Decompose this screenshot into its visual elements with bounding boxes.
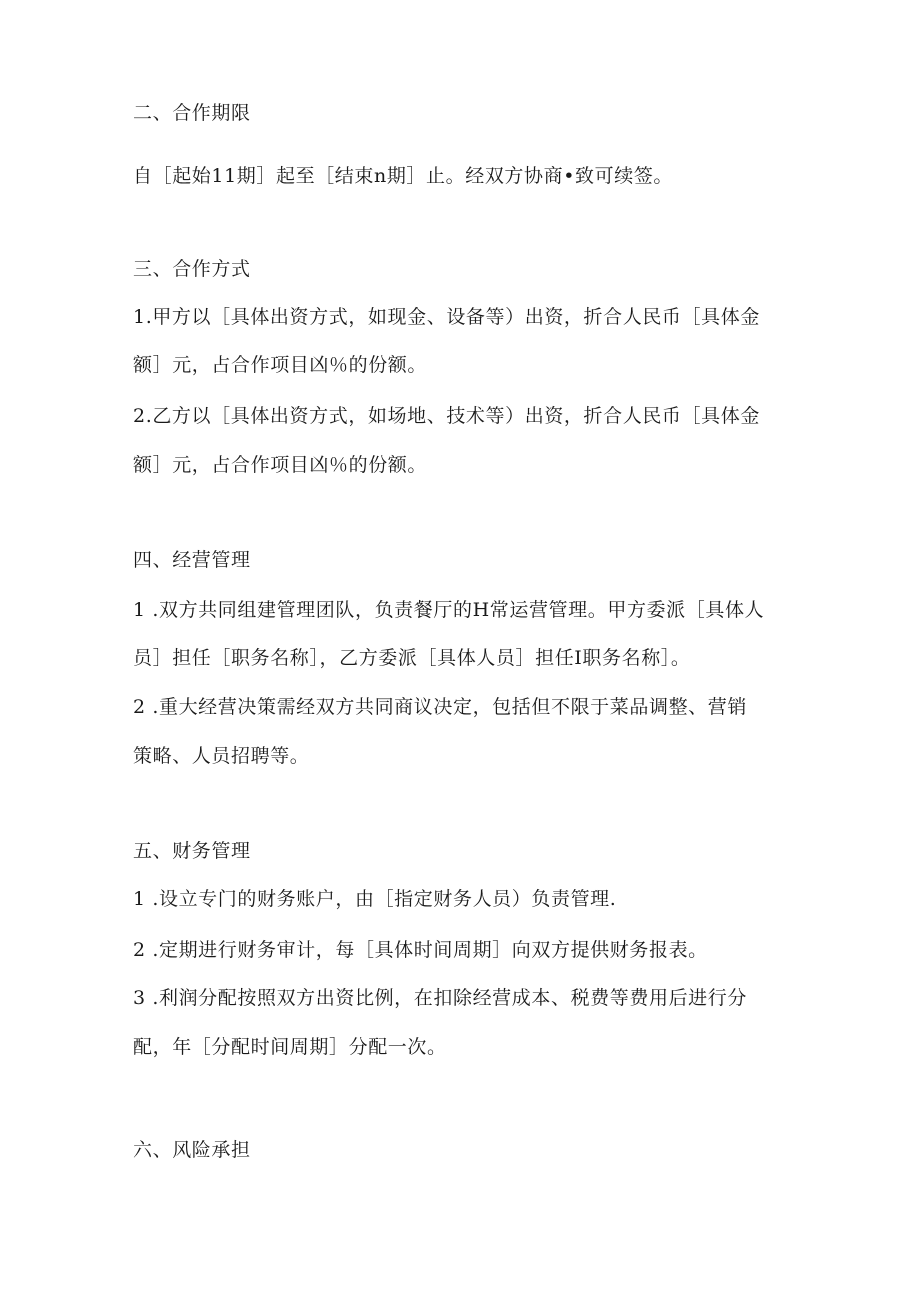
section-heading-operations-management: 四、经营管理	[133, 549, 251, 571]
paragraph-party-b-investment-line2: 额］元，占合作项目凶％的份额。	[133, 454, 428, 476]
paragraph-profit-distribution-line2: 配，年［分配时间周期］分配一次。	[133, 1036, 447, 1058]
section-heading-financial-management: 五、财务管理	[133, 840, 251, 862]
paragraph-major-decisions-line2: 策略、人员招聘等。	[133, 745, 310, 767]
paragraph-management-team-line2: 员］担任［职务名称］，乙方委派［具体人员］担任I职务名称］。	[133, 647, 691, 669]
paragraph-term: 自［起始11期］起至［结束n期］止。经双方协商•致可续签。	[133, 165, 674, 187]
paragraph-major-decisions-line1: 2 .重大经营决策需经双方共同商议决定，包括但不限于菜品调整、营销	[133, 696, 747, 718]
paragraph-profit-distribution-line1: 3 .利润分配按照双方出资比例，在扣除经营成本、税费等费用后进行分	[133, 987, 747, 1009]
paragraph-management-team-line1: 1 .双方共同组建管理团队，负责餐厅的H常运营管理。甲方委派［具体人	[133, 599, 765, 621]
paragraph-party-b-investment-line1: 2.乙方以［具体出资方式，如场地、技术等）出资，折合人民币［具体金	[133, 405, 760, 427]
section-heading-cooperation-method: 三、合作方式	[133, 258, 251, 280]
section-heading-risk-bearing: 六、风险承担	[133, 1139, 251, 1161]
paragraph-financial-audit: 2 .定期进行财务审计，每［具体时间周期］向双方提供财务报表。	[133, 939, 708, 961]
paragraph-financial-account: 1 .设立专门的财务账户，由［指定财务人员）负责管理.	[133, 888, 617, 910]
section-heading-cooperation-term: 二、合作期限	[133, 102, 251, 124]
paragraph-party-a-investment-line1: 1.甲方以［具体出资方式，如现金、设备等）出资，折合人民币［具体金	[133, 306, 760, 328]
paragraph-party-a-investment-line2: 额］元，占合作项目凶％的份额。	[133, 354, 428, 376]
